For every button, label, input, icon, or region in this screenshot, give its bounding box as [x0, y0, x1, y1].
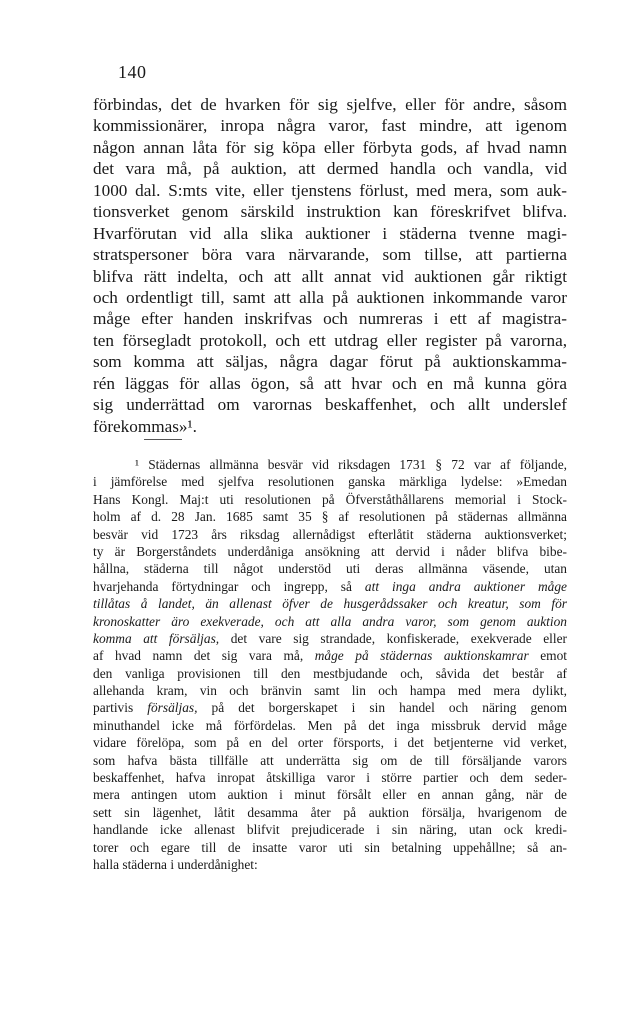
footnote-text: som hafva bästa tillfälle att underrätta sig om de till försäljande varors: [93, 752, 567, 768]
text-line: rén läggas för allas ögon, så att hvar och en må kunna göra: [93, 373, 567, 393]
footnote-text: hvarjehanda förtydningar och ingrepp, så: [93, 578, 365, 594]
footnote-line: [93, 856, 567, 873]
footnote-line: [93, 752, 567, 769]
footnote-text: emot: [528, 648, 567, 664]
footnote-italic-text: komma att försäljas,: [93, 630, 220, 646]
text-line: som komma att säljas, några dagar förut på auktionskamma-: [93, 352, 567, 372]
footnote-separator: [144, 439, 182, 440]
footnote-text: ¹ Städernas allmänna besvär vid riksdagen 1731 § 72 var af följande,: [135, 457, 567, 472]
footnote-italic-text: tillåtas å landet, än allenast öfver de husgerådssaker och kreatur, som för: [93, 596, 567, 612]
text-line: förbindas, det de hvarken för sig sjelfve, eller för andre, såsom: [93, 95, 567, 114]
footnote-text: af hvad namn det sig vara må,: [93, 648, 315, 664]
footnote-italic-text: försäljas,: [147, 700, 198, 716]
text-line: kommissionärer, inropa några varor, fast mindre, att igenom: [93, 116, 567, 136]
text-line: 1000 dal. S:mts vite, eller tjenstens förlust, med mera, som auk-: [93, 180, 567, 200]
footnote-line: [93, 821, 567, 838]
footnote-italic-text: måge på städernas auktionskamrar: [314, 648, 529, 664]
main-paragraph: [93, 94, 567, 437]
footnote-text: beskaffenhet, hafva inropat åtskilliga varor i större partier och dem seder-: [93, 770, 567, 786]
footnote-text: halla städerna i underdånighet:: [93, 856, 258, 872]
text-line: stratspersoner böra vara närvarande, som tillse, att partierna: [93, 245, 567, 265]
footnote-text: partivis: [93, 700, 148, 716]
text-line: förekommas»¹.: [93, 416, 197, 436]
footnote-line: [93, 786, 567, 803]
footnote-text: torer och egare till de insatte varor uti sin betalning uppehållne; så an-: [93, 839, 567, 855]
footnote-line: [93, 699, 567, 716]
footnote-line: [93, 508, 567, 525]
text-line: och ordentligt till, samt att alla på auktionen inkommande varor: [93, 287, 567, 307]
footnote-text: hållna, städerna till något understöd uti deras allmänna väsende, utan: [93, 561, 567, 577]
footnote-line: [93, 734, 567, 751]
footnote-text: i jämförelse med sjelfva resolutionen ganska märkliga lydelse: »Emedan: [93, 474, 567, 490]
text-line: det vara må, på auktion, att dermed handla och vandla, vid: [93, 159, 567, 179]
text-line: sig underrättad om varornas beskaffenhet, och allt underslef: [93, 395, 567, 415]
footnote-text: den vanliga provisionen till den mestbjudande och, såvida det består af: [93, 665, 567, 681]
footnote-line: [93, 647, 567, 664]
footnote-text: Hans Kongl. Maj:t uti resolutionen på Öfverståthållarens memorial i Stock-: [93, 491, 567, 507]
footnote-italic-text: att inga andra auktioner måge: [364, 578, 568, 594]
footnote-line: [93, 578, 567, 595]
footnote-text: handlande icke allenast blifvit prejudicerade i sin näring, utan ock kredi-: [93, 822, 567, 838]
footnote-line: [93, 473, 567, 490]
footnote-text: vidare förelöpa, som på en del orter försports, i det betjenterne vid verket,: [93, 735, 567, 751]
text-line: blifva rätt indelta, och att allt annat vid auktionen går riktigt: [93, 266, 567, 286]
footnote-text: på det borgerskapet i sin handel och näring genom: [197, 700, 567, 716]
text-line: Hvarförutan vid alla slika auktioner i städerna tvenne magi-: [93, 223, 567, 243]
footnote-line: [93, 665, 567, 682]
footnote-text: ty är Borgerståndets underdåniga ansökning att dervid i nåder blifva bibe-: [93, 543, 567, 559]
footnote-line: [93, 682, 567, 699]
footnote-text: det vare sig strandade, konfiskerade, exekverade eller: [219, 630, 567, 646]
footnote-line: [93, 491, 567, 508]
footnote-line: [93, 630, 567, 647]
footnote-text: besvär vid 1723 års riksdag allernådigst efterlåtit städerna auktionsverket;: [93, 526, 567, 542]
footnote-italic-text: kronoskatter äro exekverade, och att alla andra varor, som genom auktion: [93, 613, 567, 629]
footnote-line: [93, 526, 567, 543]
footnote-line: [93, 595, 567, 612]
footnote-line: [93, 804, 567, 821]
footnote-text: mera antingen utom auktion i minut försålt eller en annan gång, när de: [93, 787, 567, 803]
footnote: [93, 456, 567, 873]
footnote-text: allehanda kram, vin och bränvin samt lin och hampa med mera dylikt,: [93, 683, 567, 699]
footnote-line: [93, 560, 567, 577]
footnote-line: [93, 613, 567, 630]
footnote-line: [93, 543, 567, 560]
text-line: ten försegladt protokoll, och ett utdrag eller register på varorna,: [93, 330, 567, 350]
text-line: tionsverket genom särskild instruktion kan föreskrifvet blifva.: [93, 202, 567, 222]
footnote-line: [93, 769, 567, 786]
text-line: någon annan låta för sig köpa eller förbyta gods, af hvad namn: [93, 137, 567, 157]
footnote-line: [93, 839, 567, 856]
text-line: måge efter handen inskrifvas och numreras i ett af magistra-: [93, 309, 567, 329]
footnote-text: minuthandel icke må förfördelas. Men på det inga missbruk dervid måge: [93, 717, 567, 733]
footnote-text: holm af d. 28 Jan. 1685 samt 35 § af resolutionen på städernas allmänna: [93, 509, 567, 525]
footnote-line: [93, 456, 567, 473]
page-number: 140: [118, 62, 147, 82]
footnote-text: sett sin lägenhet, låtit desamma åter på auktion försälja, hvarigenom de: [93, 804, 567, 820]
footnote-line: [93, 717, 567, 734]
